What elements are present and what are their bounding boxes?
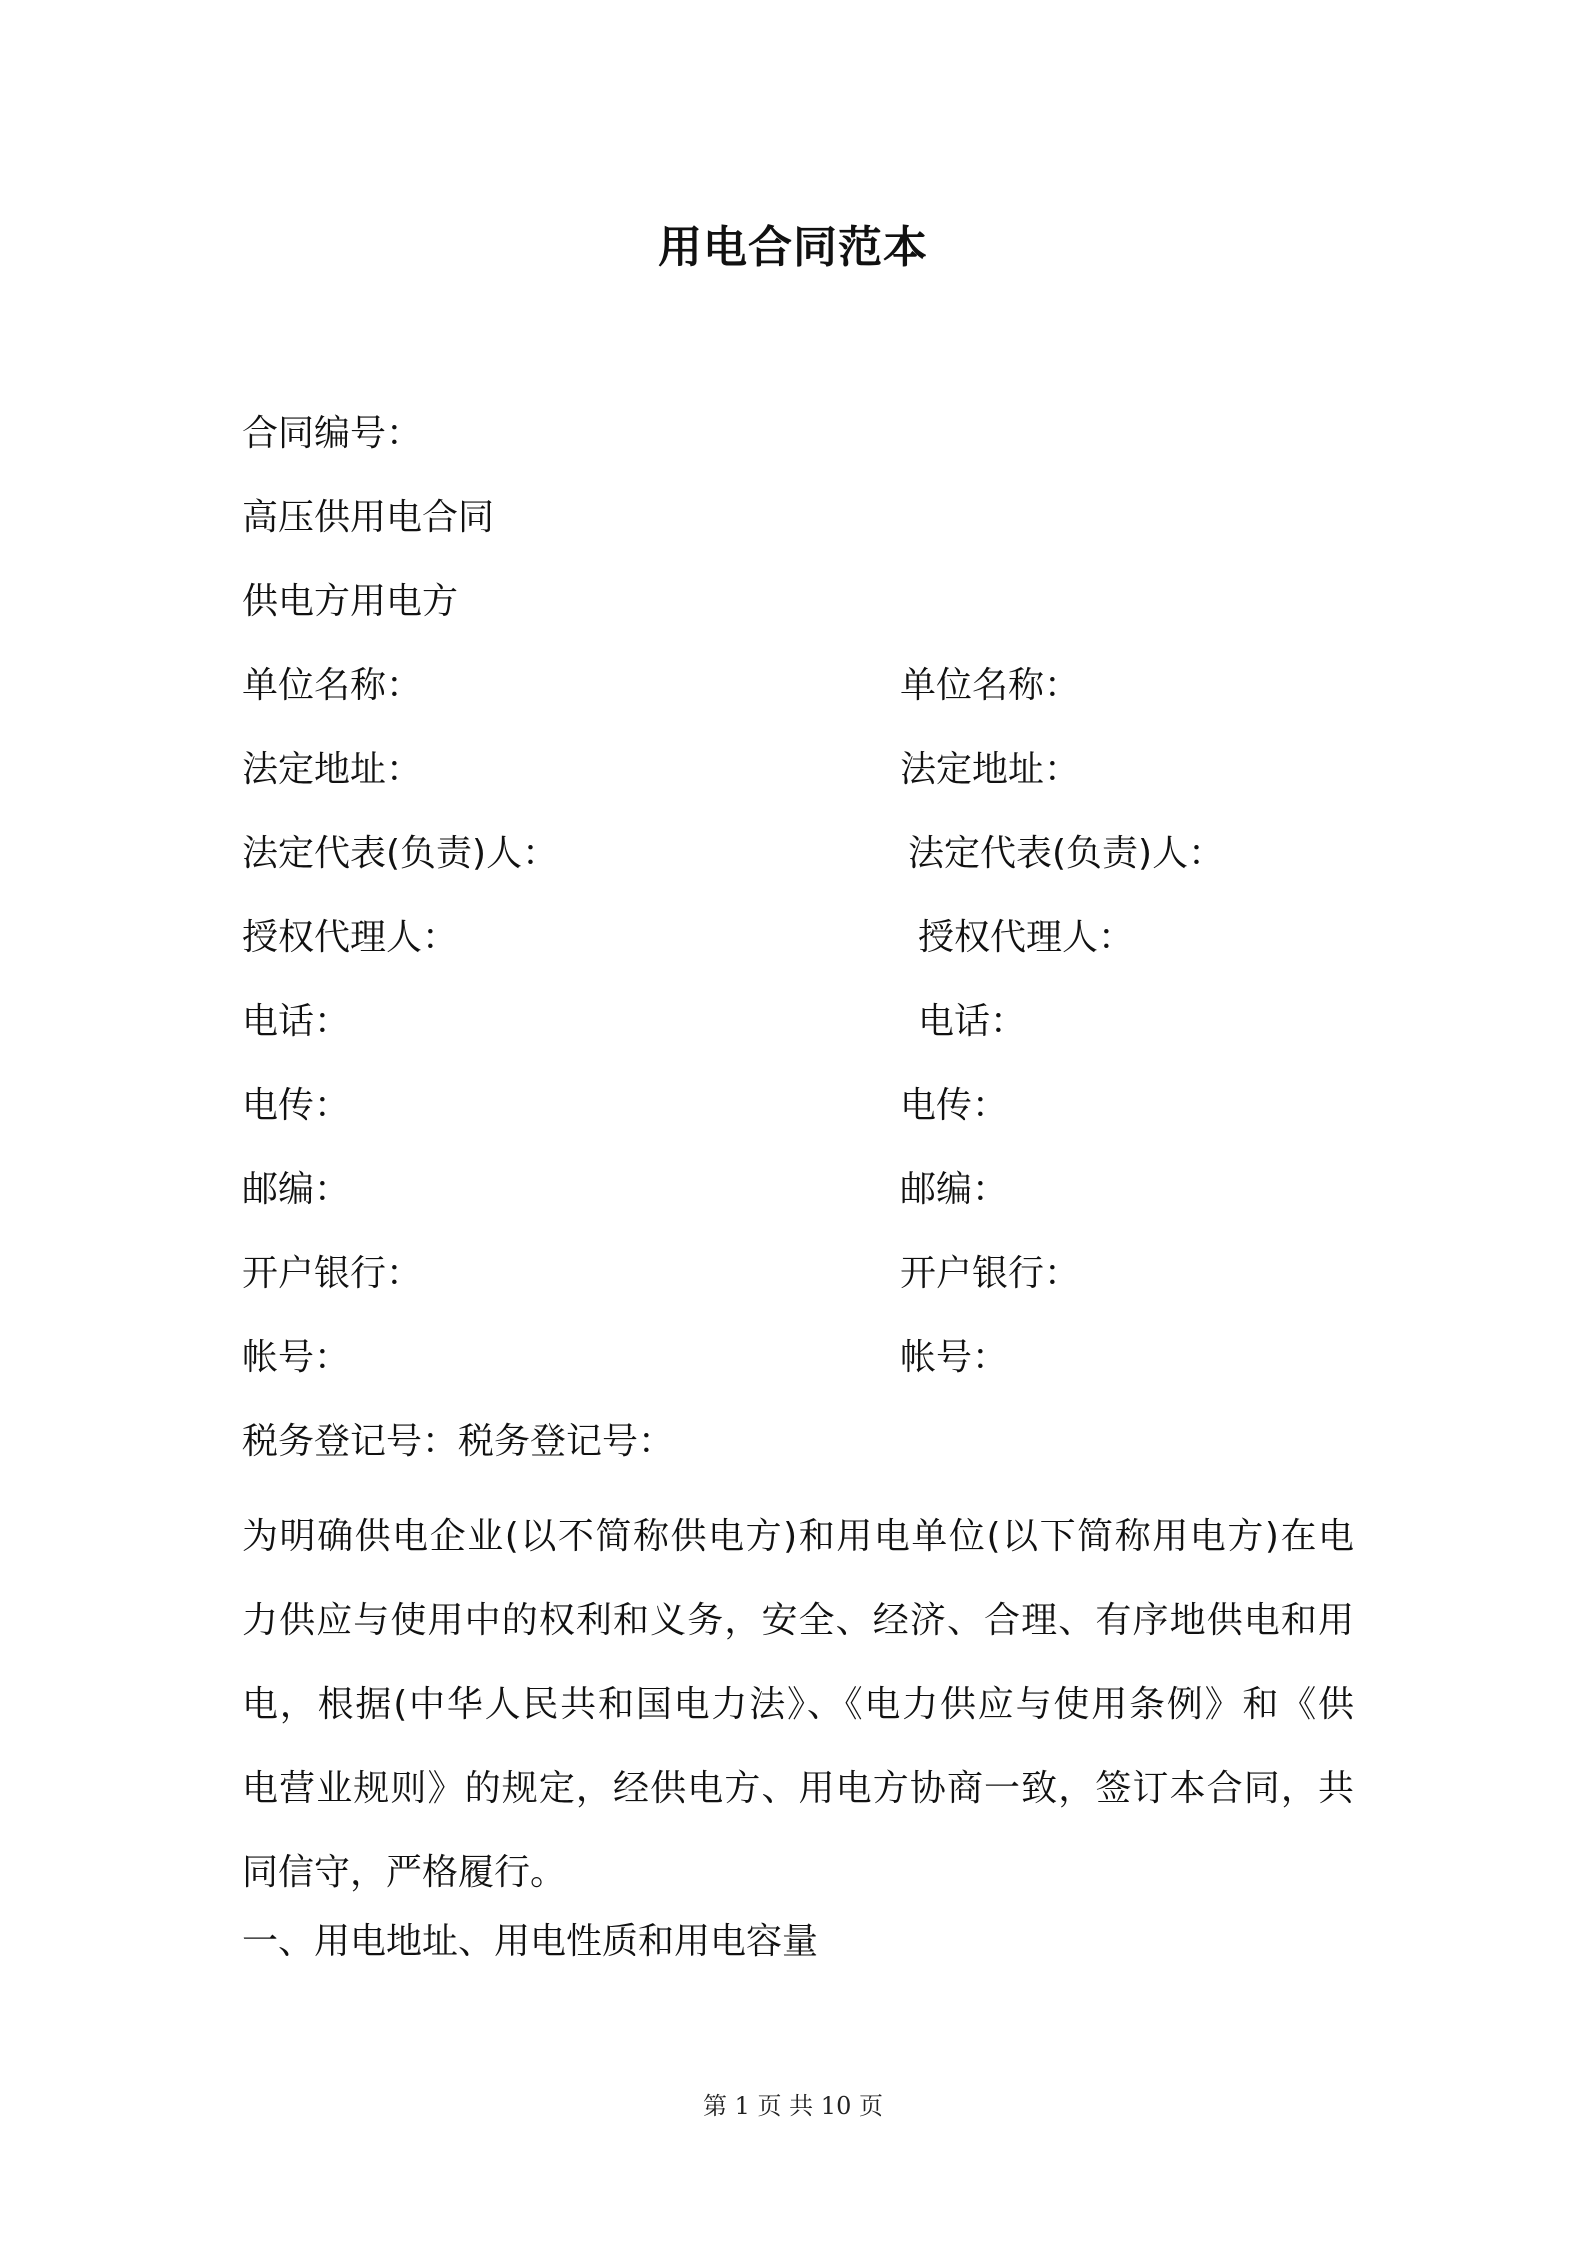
consumer-legal-address-label: 法定地址： xyxy=(900,749,1081,790)
contract-type: 高压供用电合同 xyxy=(242,497,495,538)
preamble-line: 力供应与使用中的权利和义务，安全、经济、合理、有序地供电和用 xyxy=(242,1600,1354,1641)
supplier-fax-label: 电传： xyxy=(242,1085,351,1126)
supplier-postcode-label: 邮编： xyxy=(242,1169,351,1210)
supplier-bank-label: 开户银行： xyxy=(242,1253,423,1294)
supplier-agent-label: 授权代理人： xyxy=(242,917,459,958)
consumer-agent-label: 授权代理人： xyxy=(918,917,1135,958)
tax-registration-line: 税务登记号：税务登记号： xyxy=(242,1421,675,1462)
preamble-line: 同信守，严格履行。 xyxy=(242,1852,567,1893)
section-heading: 一、用电地址、用电性质和用电容量 xyxy=(242,1921,819,1962)
supplier-legal-rep-label: 法定代表(负责)人： xyxy=(242,833,559,874)
parties-line: 供电方用电方 xyxy=(242,581,459,622)
supplier-legal-address-label: 法定地址： xyxy=(242,749,423,790)
consumer-bank-label: 开户银行： xyxy=(900,1253,1081,1294)
document-title: 用电合同范本 xyxy=(658,222,928,273)
consumer-fax-label: 电传： xyxy=(900,1085,1009,1126)
consumer-unit-name-label: 单位名称： xyxy=(900,665,1081,706)
consumer-postcode-label: 邮编： xyxy=(900,1169,1009,1210)
supplier-account-label: 帐号： xyxy=(242,1337,351,1378)
consumer-account-label: 帐号： xyxy=(900,1337,1009,1378)
page-footer: 第 1 页 共 10 页 xyxy=(703,2092,883,2120)
preamble-line: 为明确供电企业(以不简称供电方)和用电单位(以下简称用电方)在电 xyxy=(242,1516,1354,1557)
preamble-line: 电营业规则》的规定，经供电方、用电方协商一致，签订本合同，共 xyxy=(242,1768,1354,1809)
supplier-unit-name-label: 单位名称： xyxy=(242,665,423,706)
supplier-phone-label: 电话： xyxy=(242,1001,351,1042)
consumer-legal-rep-label: 法定代表(负责)人： xyxy=(908,833,1225,874)
contract-number-label: 合同编号： xyxy=(242,413,423,454)
contract-preamble xyxy=(242,1495,1354,1915)
preamble-line: 电，根据(中华人民共和国电力法》、《电力供应与使用条例》和《供 xyxy=(242,1684,1354,1725)
consumer-phone-label: 电话： xyxy=(918,1001,1027,1042)
